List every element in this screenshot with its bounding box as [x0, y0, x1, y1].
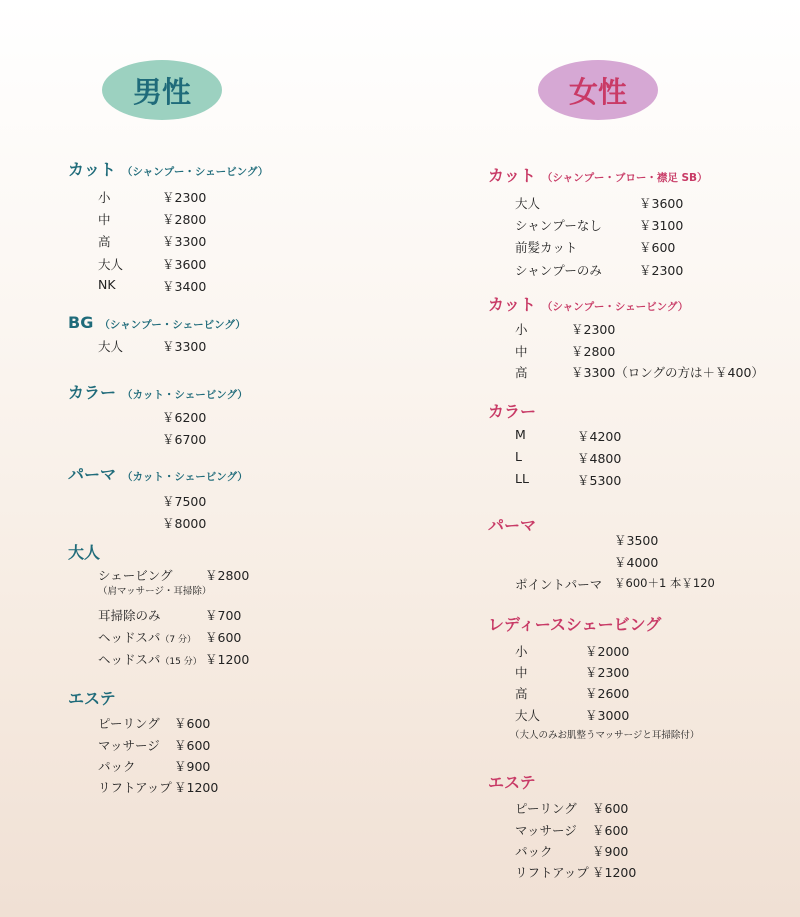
men-shaving-note: （肩マッサージ・耳掃除） — [98, 586, 212, 597]
women-perm-price: ￥3500 — [614, 533, 659, 548]
women-header-badge — [538, 60, 658, 120]
men-title: 男性 — [132, 74, 191, 109]
women-cut2-heading: カット （シャンプー・シェービング） — [488, 295, 689, 314]
men-bg-heading: BG （シャンプー・シェービング） — [68, 313, 246, 332]
men-color-price: ￥6200 — [162, 410, 207, 425]
men-perm-price: ￥8000 — [162, 516, 207, 531]
women-title: 女性 — [568, 74, 627, 109]
men-color-price: ￥6700 — [162, 432, 207, 447]
men-adult-heading: 大人 — [68, 543, 101, 562]
women-perm-heading: パーマ — [488, 516, 537, 535]
women-ladies-heading: レディースシェービング — [488, 615, 662, 634]
men-perm-price: ￥7500 — [162, 494, 207, 509]
women-color-heading: カラー — [488, 402, 537, 421]
men-header-badge — [102, 60, 222, 120]
men-perm-heading: パーマ （カット・シェービング） — [68, 465, 248, 484]
men-este-heading: エステ — [68, 689, 116, 708]
women-cut1-heading: カット （シャンプー・ブロー・襟足 SB） — [488, 166, 708, 185]
men-color-heading: カラー （カット・シェービング） — [68, 383, 248, 402]
women-perm-price: ￥4000 — [614, 555, 659, 570]
men-cut-heading: カット （シャンプー・シェービング） — [68, 160, 269, 179]
women-este-heading: エステ — [488, 773, 536, 792]
women-ladies-note: （大人のみお肌整うマッサージと耳掃除付） — [510, 730, 700, 741]
